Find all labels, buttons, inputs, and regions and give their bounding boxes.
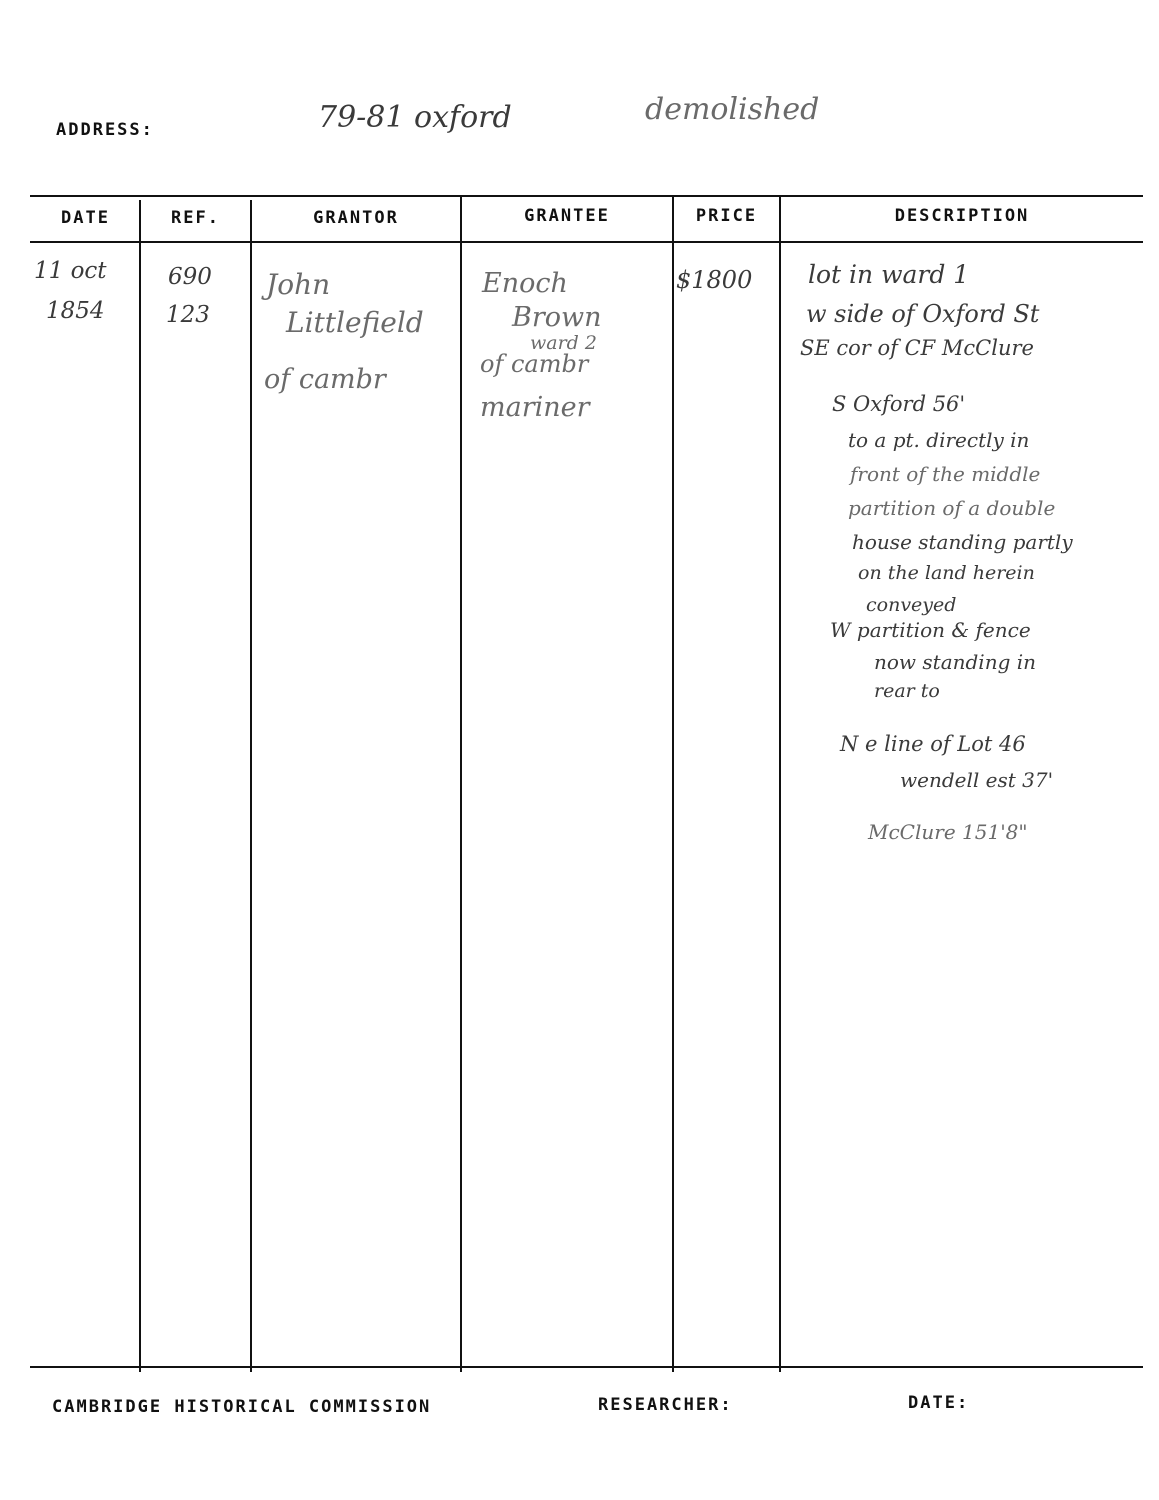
description-line: now standing in (874, 650, 1037, 674)
column-header-date: DATE (61, 208, 110, 228)
entry-grantee-residence: of cambr (480, 350, 589, 378)
description-line: w side of Oxford St (806, 300, 1040, 328)
address-label: ADDRESS: (56, 120, 154, 140)
column-header-price: PRICE (695, 206, 758, 226)
address-note: demolished (645, 92, 820, 127)
entry-date-year: 1854 (46, 298, 105, 324)
column-header-grantee: GRANTEE (524, 206, 610, 226)
footer-date-label: DATE: (908, 1393, 970, 1413)
description-line: W partition & fence (830, 618, 1031, 642)
entry-grantee-first: Enoch (482, 268, 568, 299)
table-top-rule (30, 195, 1143, 197)
entry-ref-book: 690 (168, 264, 212, 290)
description-line: house standing partly (852, 530, 1073, 554)
description-line: wendell est 37' (900, 768, 1054, 792)
description-line: SE cor of CF McClure (800, 336, 1034, 360)
column-header-ref: REF. (171, 208, 220, 228)
entry-grantee-insert: ward 2 (530, 332, 597, 354)
column-header-grantor: GRANTOR (313, 208, 399, 228)
column-divider-grantor (250, 200, 252, 1372)
footer-researcher-label: RESEARCHER: (598, 1395, 733, 1415)
description-line: N e line of Lot 46 (840, 732, 1026, 756)
description-line: rear to (874, 680, 940, 702)
description-line: S Oxford 56' (832, 392, 966, 416)
entry-grantor-first: John (266, 268, 331, 301)
entry-ref-page: 123 (166, 302, 210, 328)
table-header-rule (30, 241, 1143, 243)
column-divider-description (779, 197, 781, 1372)
description-line: to a pt. directly in (848, 428, 1030, 452)
column-header-description: DESCRIPTION (894, 206, 1030, 226)
column-divider-grantee (460, 195, 462, 1372)
column-divider-ref (139, 200, 141, 1372)
entry-date-day: 11 oct (34, 258, 107, 284)
description-line: conveyed (866, 594, 957, 616)
description-line: front of the middle (850, 462, 1041, 486)
address-value: 79-81 oxford (318, 100, 512, 135)
description-line: lot in ward 1 (808, 260, 970, 289)
entry-grantee-occupation: mariner (480, 392, 590, 423)
table-bottom-rule (30, 1366, 1143, 1368)
entry-price: $1800 (676, 266, 753, 294)
entry-grantor-last: Littlefield (286, 306, 424, 339)
description-line: partition of a double (848, 496, 1056, 520)
description-line: on the land herein (858, 562, 1035, 584)
column-divider-price (672, 197, 674, 1372)
description-line: McClure 151'8" (868, 820, 1028, 844)
entry-grantor-residence: of cambr (264, 364, 386, 395)
footer-organization: CAMBRIDGE HISTORICAL COMMISSION (52, 1397, 432, 1417)
entry-grantee-last: Brown (512, 302, 602, 333)
